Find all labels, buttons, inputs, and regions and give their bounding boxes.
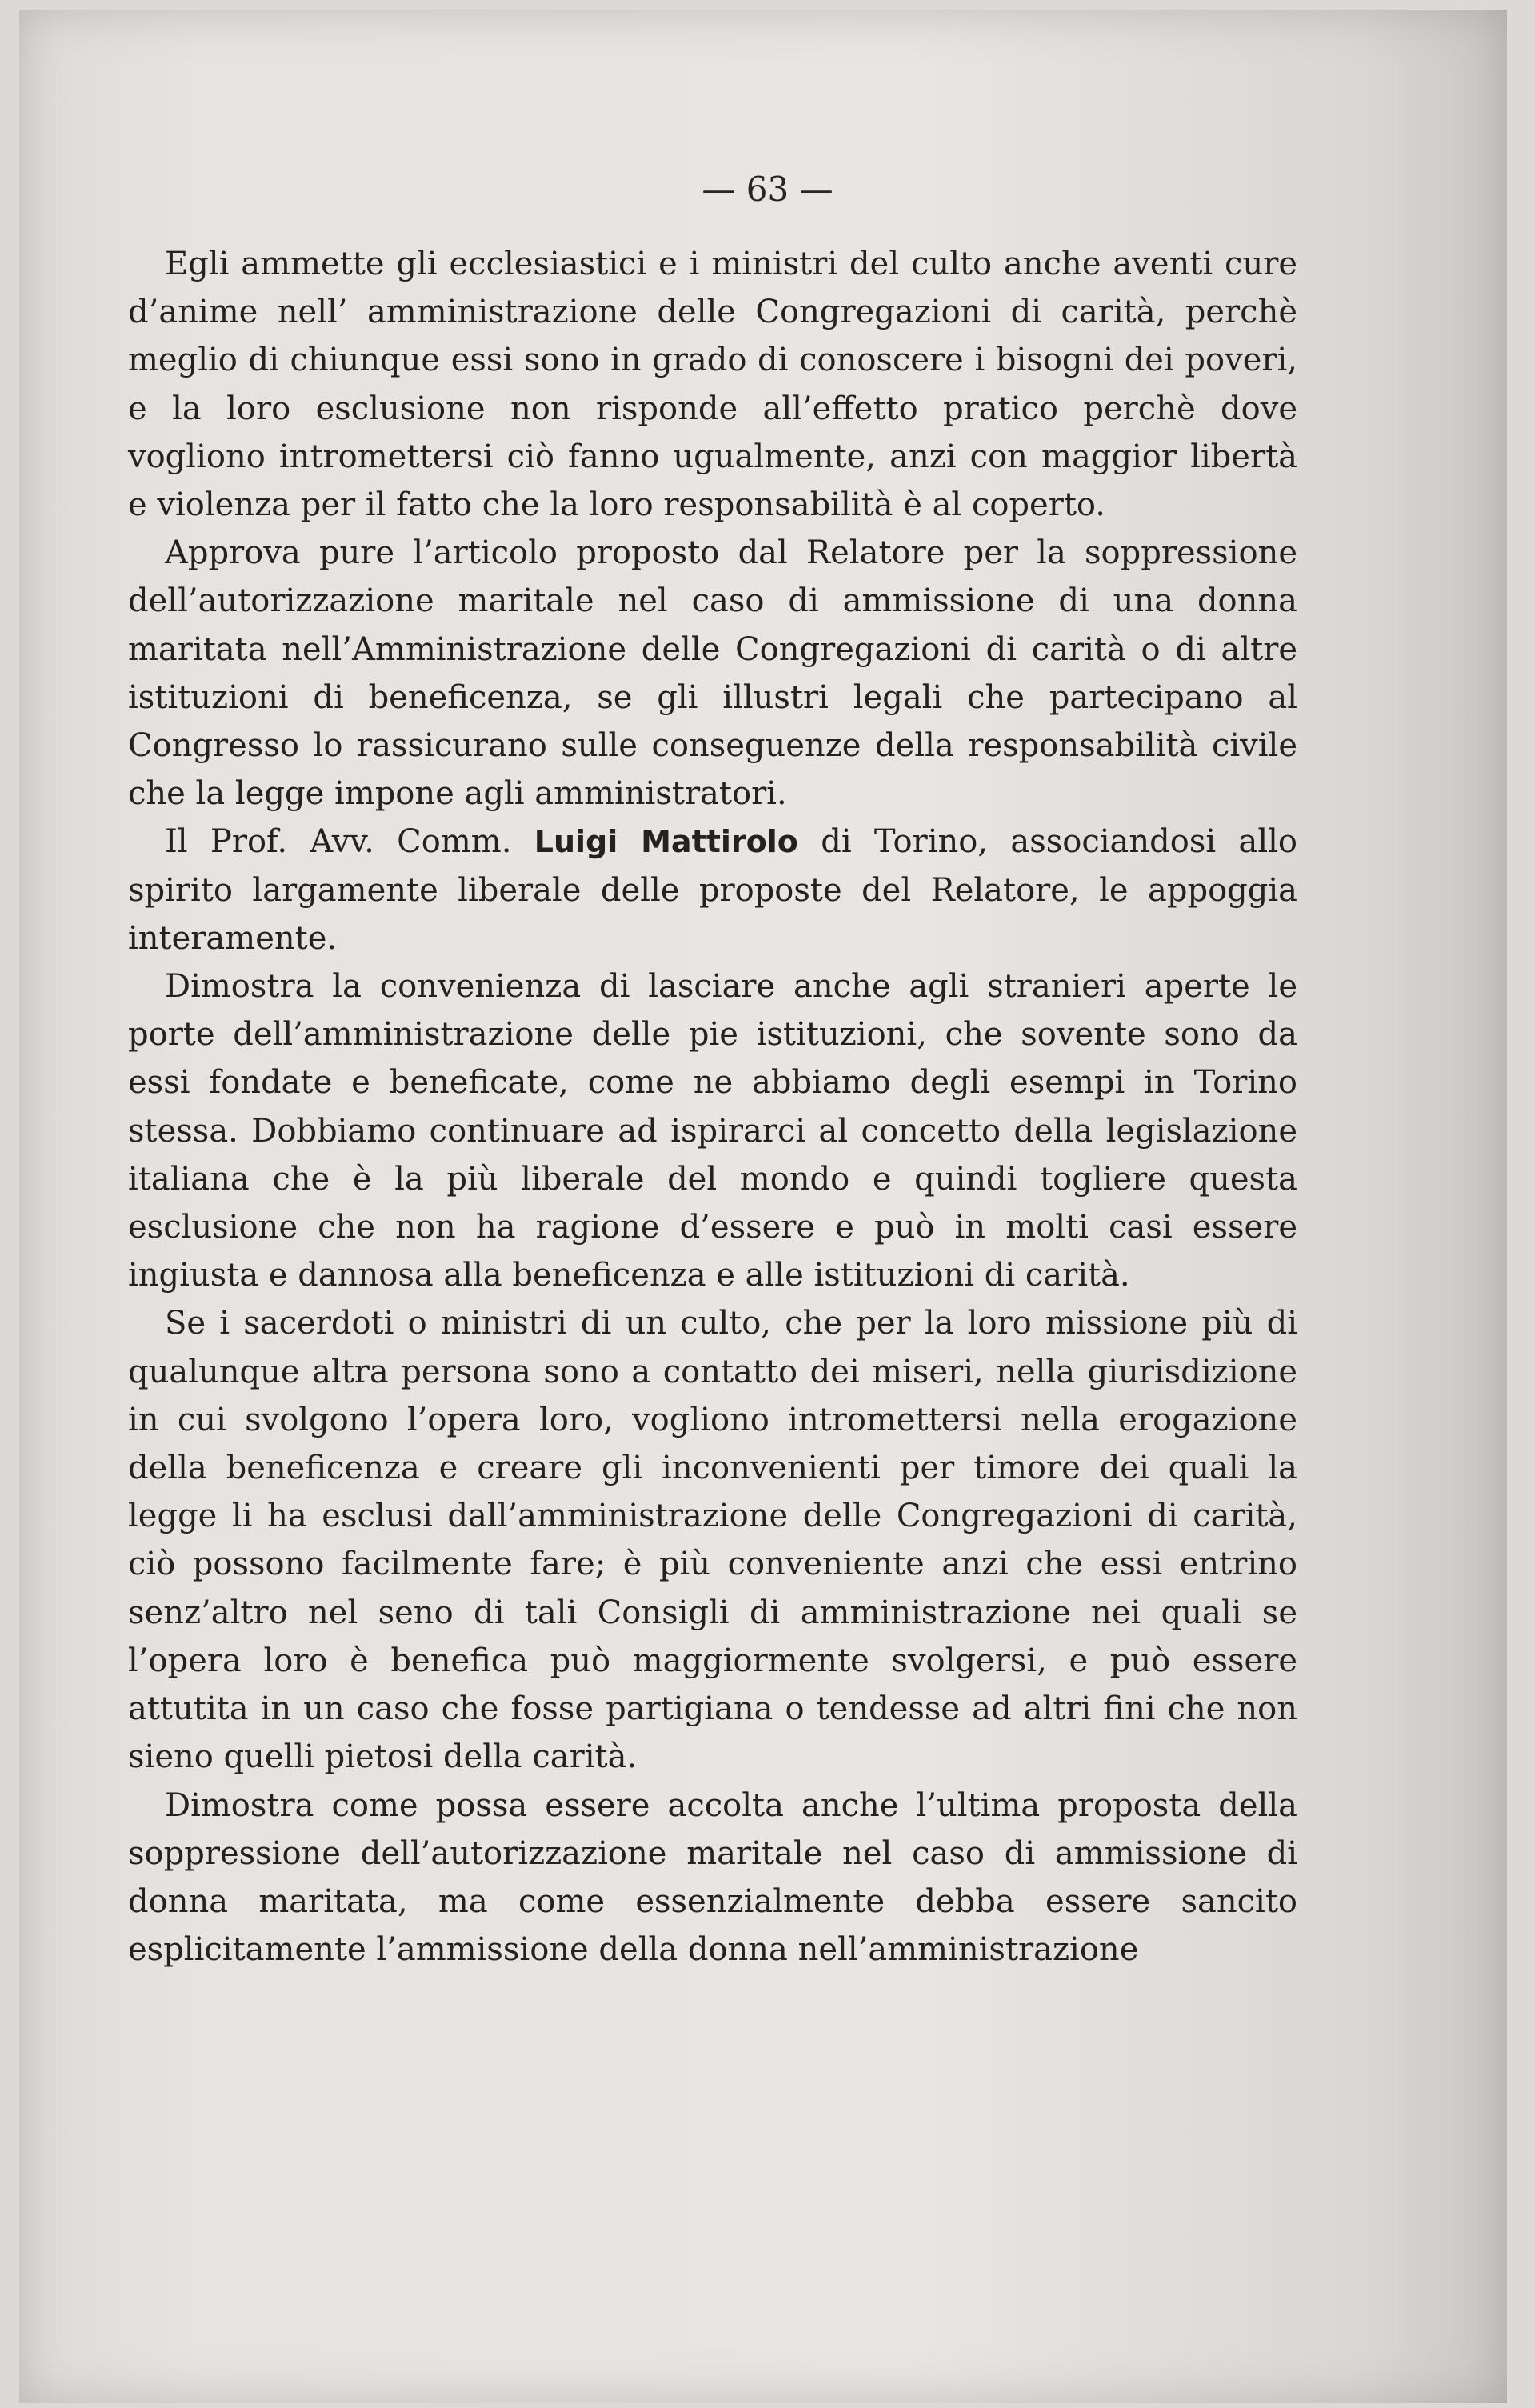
paragraph-4: Dimostra la convenienza di lasciare anche agli stranieri aperte le porte dell’amministrazione delle pie istituzioni, che sovente sono da essi fondate e beneficate, come ne abbiamo degli esempi in Torino stessa. Dobbiamo continuare ad ispirarci al concetto della legislazione italiana che è la più liberale del mondo e quindi togliere questa esclusione che non ha ragione d’essere e può in molti casi essere ingiusta e dannosa alla beneficenza e alle istituzioni di carità. <box>128 968 1297 1294</box>
paragraph-1: Egli ammette gli ecclesiastici e i ministri del culto anche aventi cure d’anime nell’ amministrazione delle Congregazioni di carità, perchè meglio di chiunque essi sono in grado di conoscere i bisogni dei poveri, e la loro esclusione non risponde all’effetto pratico perchè dove vogliono intromettersi ciò fanno ugualmente, anzi con maggior libertà e violenza per il fatto che la loro responsabilità è al coperto. <box>128 246 1297 524</box>
paragraph-3 <box>128 818 1297 962</box>
body-text <box>128 240 1297 1974</box>
page-number: — 63 — <box>702 170 833 209</box>
paragraph-2: Approva pure l’articolo proposto dal Relatore per la soppressione dell’autorizzazione maritale nel caso di ammissione di una donna maritata nell’Amministrazione delle Congregazioni di carità o di altre istituzioni di beneficenza, se gli illustri legali che partecipano al Congresso lo rassicurano sulle conseguenze della responsabilità civile che la legge impone agli amministratori. <box>128 534 1297 813</box>
speaker-name: Luigi Mattirolo <box>534 824 798 860</box>
paragraph-3-rest: di Torino, associandosi allo spirito largamente liberale delle proposte del Relatore, le appoggia interamente. <box>128 823 1298 957</box>
paragraph-5: Se i sacerdoti o ministri di un culto, che per la loro missione più di qualunque altra persona sono a contatto dei miseri, nella giurisdizione in cui svolgono l’opera loro, vogliono intromettersi nella erogazione della beneficenza e creare gli inconvenienti per timore dei quali la legge li ha esclusi dall’amministrazione delle Congregazioni di carità, ciò possono facilmente fare; è più conveniente anzi che essi entrino senz’altro nel seno di tali Consigli di amministrazione nei quali se l’opera loro è benefica può maggiormente svolgersi, e può essere attutita in un caso che fosse partigiana o tendesse ad altri fini che non sieno quelli pietosi della carità. <box>128 1305 1297 1776</box>
paragraph-3-lead: Il Prof. Avv. Comm. <box>165 823 534 861</box>
paragraph-6: Dimostra come possa essere accolta anche l’ultima proposta della soppressione dell’autorizzazione maritale nel caso di ammissione di donna maritata, ma come essenzialmente debba essere sancito esplicitamente l’ammissione della donna nell’amministrazione <box>128 1786 1297 1969</box>
